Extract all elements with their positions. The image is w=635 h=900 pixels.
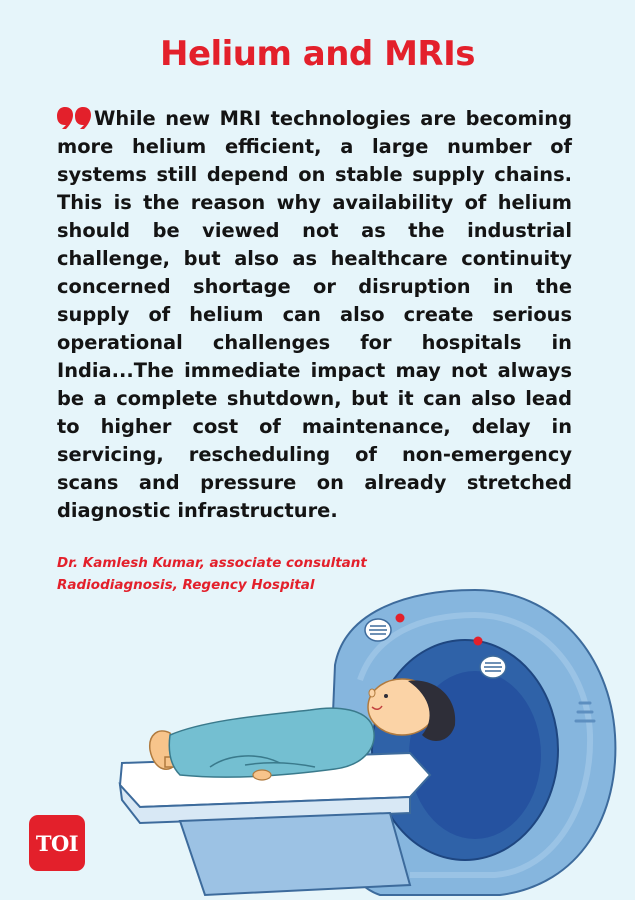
page-title: Helium and MRIs: [159, 34, 476, 74]
toi-logo: TOI: [29, 815, 85, 871]
quote-block: [57, 105, 572, 525]
scanner-vent-right: [480, 656, 506, 678]
quote-text: While new MRI technologies are becoming more helium efficient, a large number of systems still depend on stable supply chains. This is the reason why availability of helium should be viewed not as the industrial challenge, but also as healthcare continuity concerned shortage or disruption in the supply of helium can also create serious operational challenges for hospitals in India...The immediate impact may not always be a complete shutdown, but it can also lead to higher cost of maintenance, delay in servicing, rescheduling of non-emergency scans and pressure on already stretched diagnostic infrastructure.: [57, 107, 572, 522]
attribution-affiliation: Radiodiagnosis, Regency Hospital: [57, 577, 315, 593]
mri-scanner-illustration: [110, 585, 635, 900]
quote-mark-icon: [57, 105, 93, 129]
attribution-name: Dr. Kamlesh Kumar, associate consultant: [57, 555, 367, 571]
scanner-vent-left: [365, 619, 391, 641]
